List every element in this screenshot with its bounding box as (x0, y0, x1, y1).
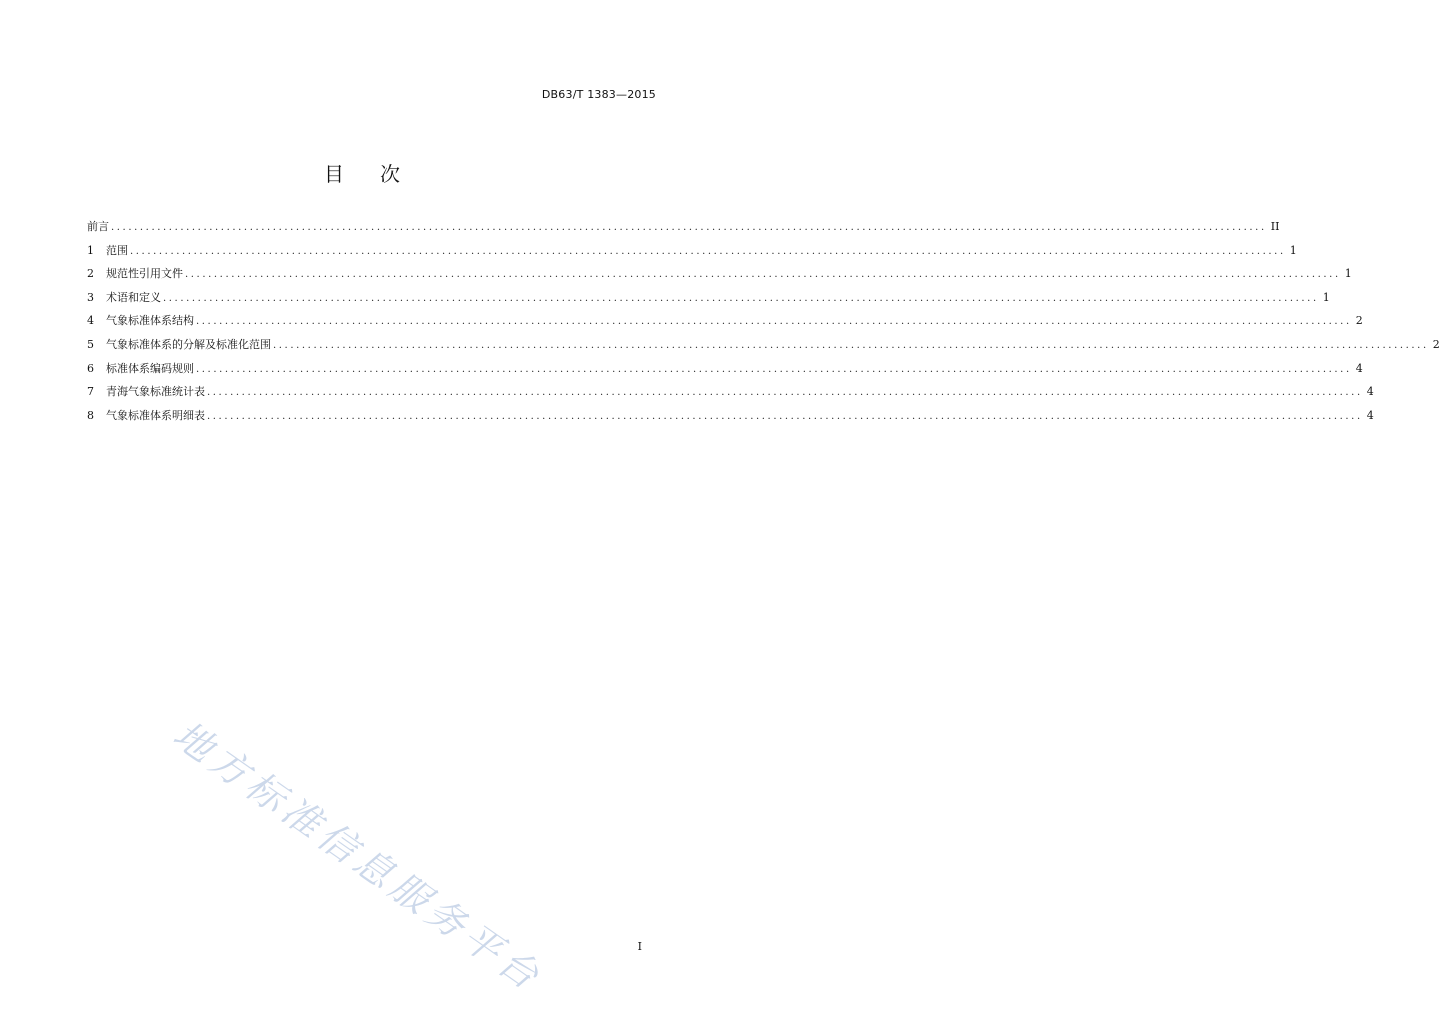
toc-entry-title: 气象标准体系的分解及标准化范围 (106, 337, 271, 351)
toc-entry-system-structure[interactable] (87, 312, 1363, 336)
toc-entry-statistics-table[interactable] (87, 383, 1374, 407)
watermark: 地方标准信息服务平台 (165, 712, 552, 1001)
toc-entry-page: 2 (1432, 337, 1440, 351)
toc-dot-leader: ........................................................................................................................................................................................................ (185, 269, 1341, 281)
toc-dot-leader: ........................................................................................................................................................................................................ (163, 292, 1319, 304)
toc-dot-leader: ........................................................................................................................................................................................................ (207, 387, 1363, 399)
toc-entry-title: 前言 (87, 220, 109, 233)
table-of-contents (87, 218, 1440, 430)
toc-entry-number: 4 (87, 314, 94, 328)
toc-title-left-char: 目 (324, 162, 344, 186)
toc-dot-leader: ........................................................................................................................................................................................................ (111, 222, 1267, 233)
toc-entry-title: 青海气象标准统计表 (106, 385, 205, 399)
toc-entry-foreword[interactable] (87, 218, 1280, 242)
toc-entry-page: 1 (1344, 267, 1352, 281)
document-code: DB63/T 1383—2015 (541, 88, 656, 101)
toc-entry-normative-references[interactable] (87, 265, 1352, 289)
toc-entry-title: 范围 (106, 243, 128, 257)
toc-entry-number: 8 (87, 408, 94, 422)
toc-entry-decomposition-scope[interactable] (87, 336, 1440, 360)
toc-entry-page: 4 (1366, 385, 1374, 399)
toc-entry-title: 标准体系编码规则 (106, 361, 194, 375)
toc-entry-number: 7 (87, 385, 94, 399)
toc-dot-leader: ........................................................................................................................................................................................................ (196, 363, 1352, 375)
toc-entry-page: 4 (1355, 361, 1363, 375)
toc-entry-page: 2 (1355, 314, 1363, 328)
toc-entry-number: 3 (87, 290, 94, 304)
toc-title (0, 158, 724, 187)
toc-entry-title: 气象标准体系明细表 (106, 408, 205, 422)
toc-entry-number: 2 (87, 267, 94, 281)
toc-entry-title: 气象标准体系结构 (106, 314, 194, 328)
toc-dot-leader: ........................................................................................................................................................................................................ (273, 339, 1429, 351)
toc-entry-page: 1 (1322, 290, 1330, 304)
toc-dot-leader: ........................................................................................................................................................................................................ (130, 245, 1286, 257)
toc-entry-page: 1 (1289, 243, 1297, 257)
toc-entry-page: 4 (1366, 408, 1374, 422)
toc-entry-coding-rules[interactable] (87, 360, 1363, 384)
toc-entry-terms-definitions[interactable] (87, 289, 1330, 313)
toc-entry-scope[interactable] (87, 242, 1297, 266)
toc-entry-detail-table[interactable] (87, 407, 1374, 431)
toc-entry-title: 规范性引用文件 (106, 267, 183, 281)
toc-dot-leader: ........................................................................................................................................................................................................ (196, 316, 1352, 328)
toc-entry-number: 6 (87, 361, 94, 375)
toc-entry-page: II (1270, 220, 1280, 233)
toc-entry-number: 5 (87, 337, 94, 351)
toc-title-right-char: 次 (380, 162, 400, 186)
toc-dot-leader: ........................................................................................................................................................................................................ (207, 410, 1363, 422)
toc-entry-title: 术语和定义 (106, 290, 161, 304)
toc-entry-number: 1 (87, 243, 94, 257)
page-number: I (637, 940, 642, 953)
